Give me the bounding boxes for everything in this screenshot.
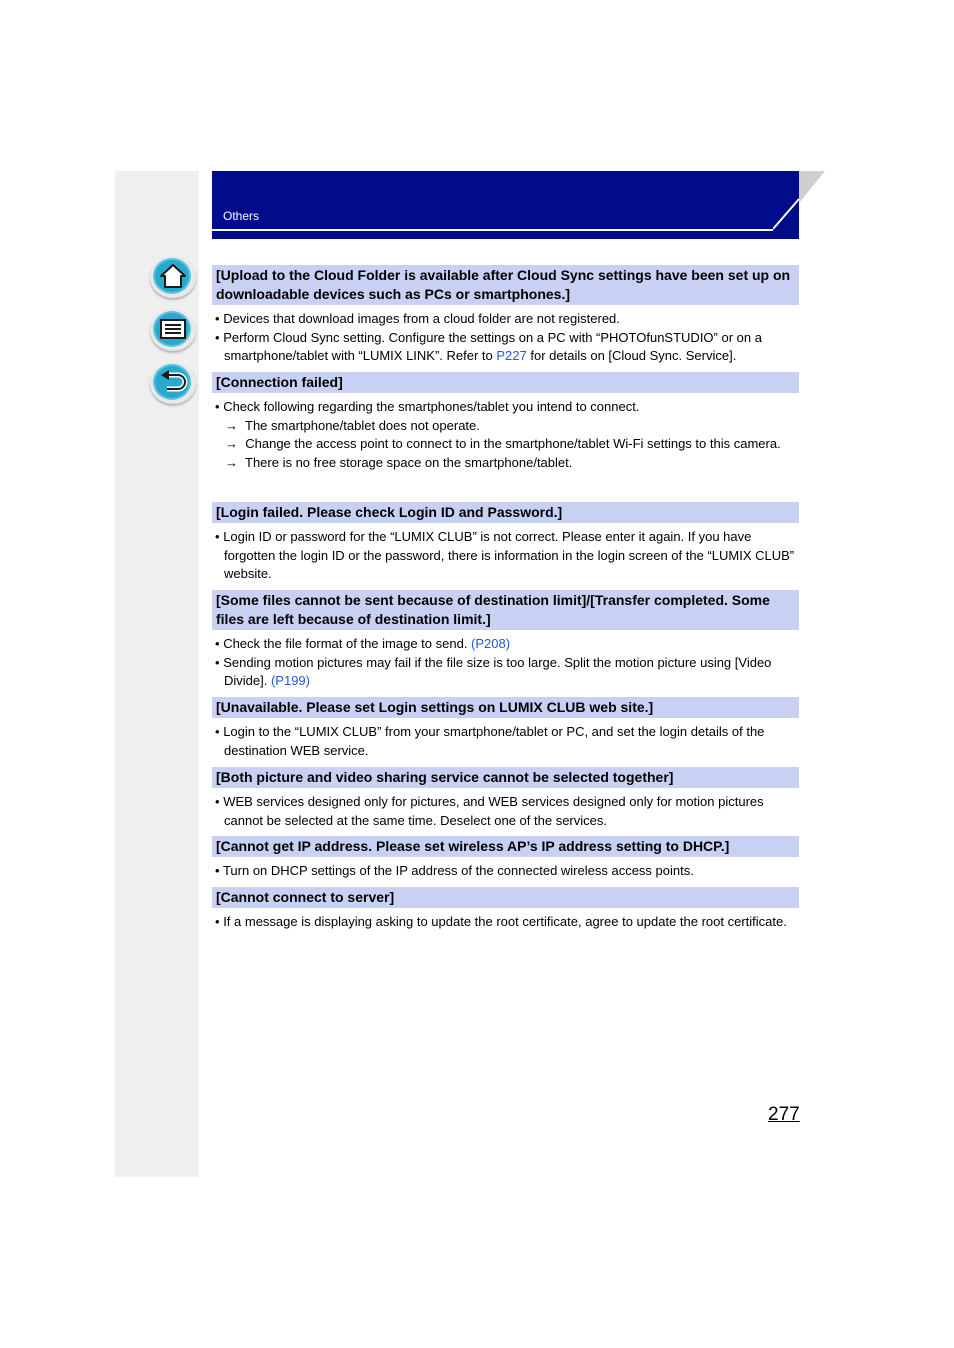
home-icon — [157, 262, 189, 290]
back-arrow-icon — [157, 368, 189, 396]
section-heading: [Cannot get IP address. Please set wireless AP’s IP address setting to DHCP.] — [212, 836, 799, 857]
bullet-item: • Login ID or password for the “LUMIX CLUB” is not correct. Please enter it again. If you have forgotten the login ID or the password, there is information in the login screen of the “LUMIX CLUB” website. — [215, 529, 795, 581]
bullet-item: • Login to the “LUMIX CLUB” from your smartphone/tablet or PC, and set the login details of the destination WEB service. — [215, 724, 765, 758]
bullet-item: • Turn on DHCP settings of the IP address of the connected wireless access points. — [215, 863, 694, 878]
page-link[interactable]: P227 — [496, 348, 527, 363]
arrow-icon: → — [225, 454, 238, 470]
section-heading: [Upload to the Cloud Folder is available after Cloud Sync settings have been set up on downloadable devices such as PCs or smartphones.] — [212, 265, 799, 305]
arrow-icon: → — [225, 417, 238, 433]
bullet-item: • Perform Cloud Sync setting. Configure the settings on a PC with “PHOTOfunSTUDIO” or on a smartphone/tablet with “LUMIX LINK”. Refer to P227 for details on [Cloud Sync. Service]. — [215, 329, 762, 363]
section-body — [212, 393, 799, 502]
section-body — [212, 908, 799, 932]
header-divider — [212, 229, 799, 231]
section-heading: [Connection failed] — [212, 372, 799, 393]
section-body — [212, 718, 799, 767]
section-heading: [Both picture and video sharing service cannot be selected together] — [212, 767, 799, 788]
section-heading: [Unavailable. Please set Login settings on LUMIX CLUB web site.] — [212, 697, 799, 718]
back-button[interactable] — [150, 362, 196, 404]
arrow-item: → The smartphone/tablet does not operate. — [225, 417, 480, 433]
arrow-item: → There is no free storage space on the smartphone/tablet. — [225, 454, 573, 470]
header-corner-decoration — [773, 171, 825, 241]
bullet-item: • Check following regarding the smartphones/tablet you intend to connect. — [215, 399, 640, 414]
bullet-item: • WEB services designed only for pictures, and WEB services designed only for motion pictures cannot be selected at the same time. Deselect one of the services. — [215, 794, 764, 828]
page-link[interactable]: (P199) — [270, 673, 310, 688]
content-area — [212, 265, 799, 932]
section-body — [212, 788, 799, 836]
section-body — [212, 857, 799, 887]
arrow-icon: → — [225, 436, 238, 451]
section-body — [212, 523, 799, 590]
section-header — [212, 171, 799, 239]
home-button[interactable] — [150, 256, 196, 298]
page-number: 277 — [768, 1104, 800, 1125]
section-heading: [Some files cannot be sent because of destination limit]/[Transfer completed. Some files are left because of destination limit.] — [212, 590, 799, 630]
section-body — [212, 630, 799, 697]
section-heading: [Login failed. Please check Login ID and Password.] — [212, 502, 799, 523]
menu-list-icon — [157, 315, 189, 343]
section-body — [212, 305, 799, 372]
section-title: Others — [223, 209, 260, 223]
bullet-item: • If a message is displaying asking to update the root certificate, agree to update the root certificate. — [215, 914, 787, 929]
menu-button[interactable] — [150, 309, 196, 351]
arrow-item: → Change the access point to connect to in the smartphone/tablet Wi-Fi settings to this camera. — [225, 436, 781, 451]
bullet-item: • Devices that download images from a cloud folder are not registered. — [215, 311, 620, 326]
section-heading: [Cannot connect to server] — [212, 887, 799, 908]
bullet-item: • Check the file format of the image to send. (P208) — [215, 636, 511, 651]
page-link[interactable]: (P208) — [471, 636, 511, 651]
bullet-item: • Sending motion pictures may fail if the file size is too large. Split the motion picture using [Video Divide]. (P199) — [215, 654, 772, 688]
